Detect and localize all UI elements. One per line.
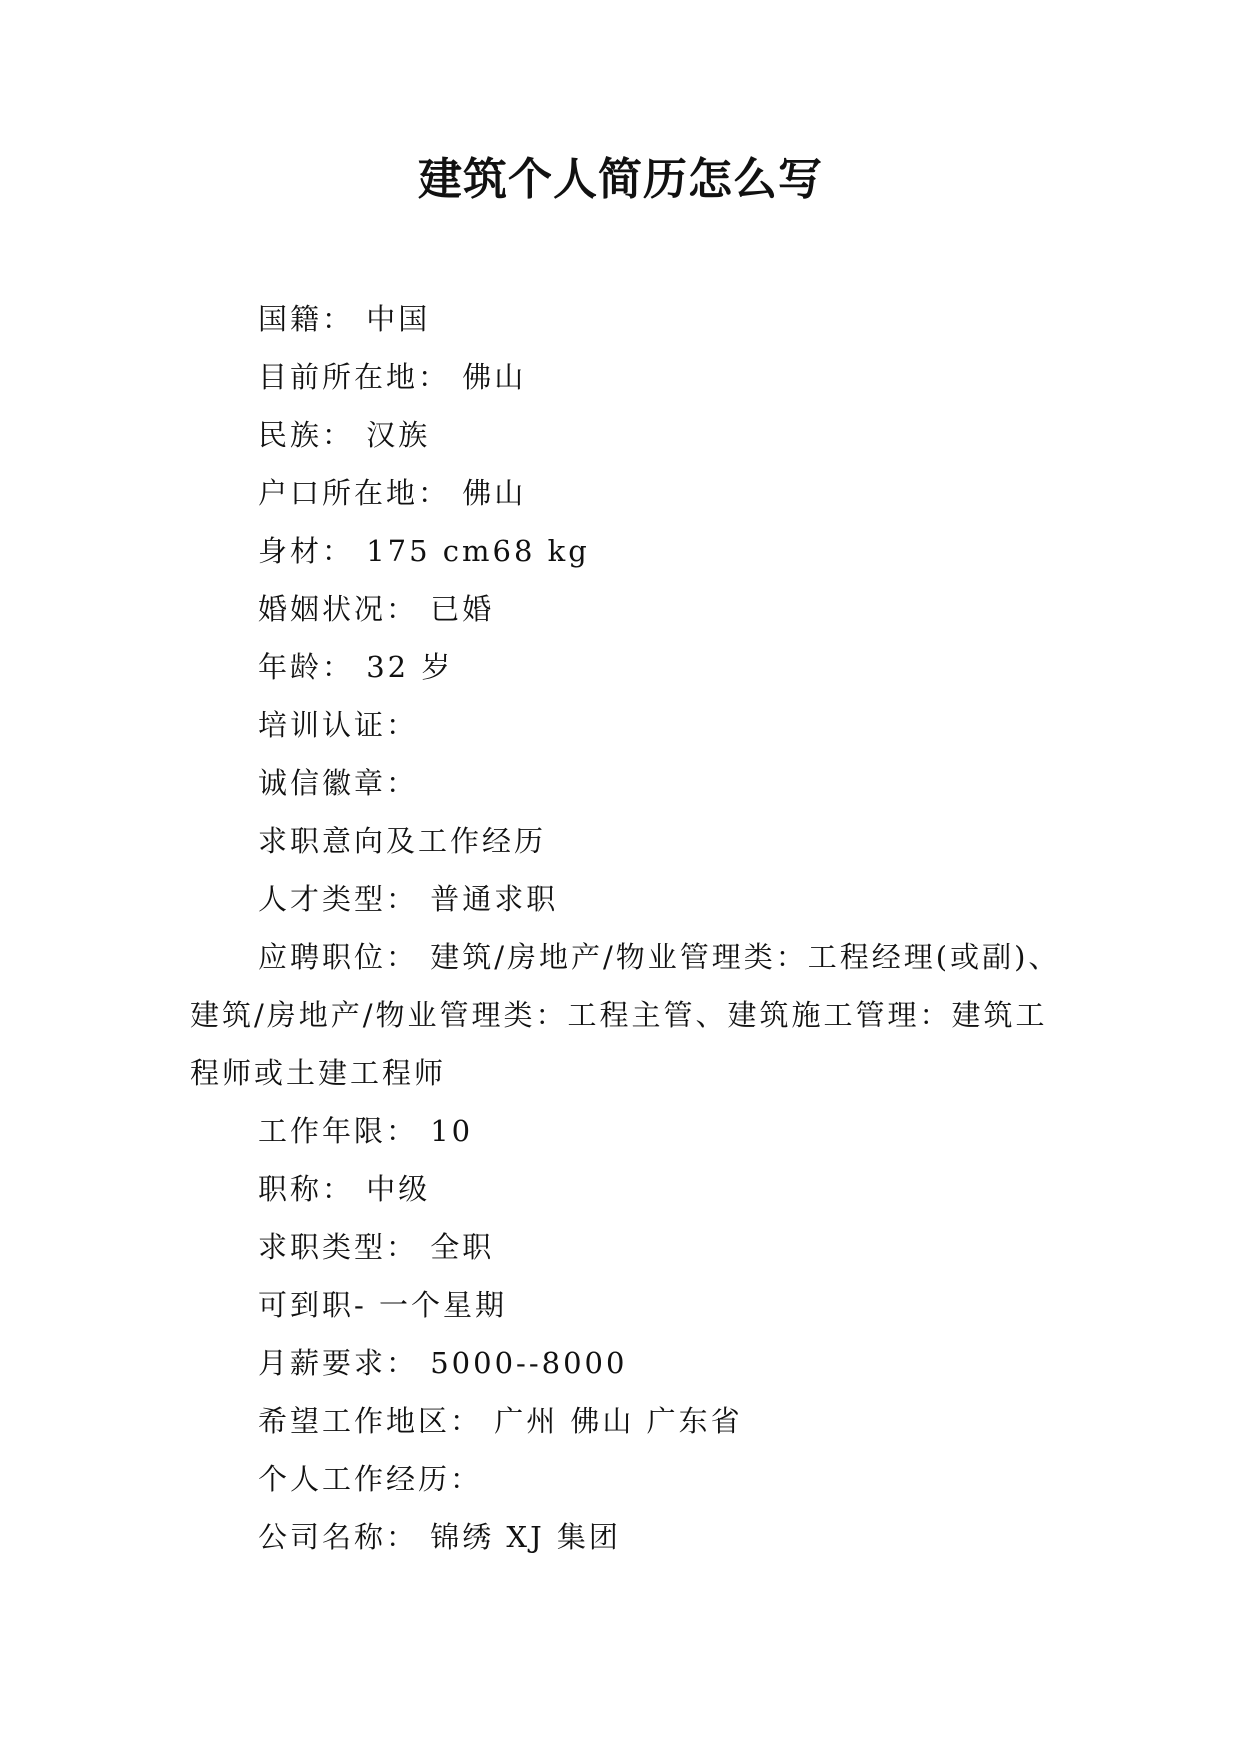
training-certification-line: 培训认证：: [258, 708, 419, 742]
work-years-line: 工作年限： 10: [258, 1114, 474, 1148]
professional-title-line: 职称： 中级: [258, 1172, 431, 1206]
job-intention-heading: 求职意向及工作经历: [258, 824, 547, 858]
desired-location-line: 希望工作地区： 广州 佛山 广东省: [258, 1404, 743, 1438]
applied-position-paragraph: 应聘职位： 建筑/房地产/物业管理类：工程经理(或副)、建筑/房地产/物业管理类：工程主管、建筑施工管理：建筑工程师或土建工程师: [190, 940, 1061, 1090]
resume-body: [190, 290, 1070, 1566]
marital-status-line: 婚姻状况： 已婚: [258, 592, 495, 626]
work-history-heading: 个人工作经历：: [258, 1462, 483, 1496]
company-name-line: 公司名称： 锦绣 XJ 集团: [258, 1520, 621, 1554]
availability-line: 可到职- 一个星期: [258, 1288, 508, 1322]
age-line: 年龄： 32 岁: [258, 650, 454, 684]
job-type-line: 求职类型： 全职: [258, 1230, 495, 1264]
salary-requirement-line: 月薪要求： 5000--8000: [258, 1346, 628, 1380]
household-registration-line: 户口所在地： 佛山: [258, 476, 527, 510]
talent-type-line: 人才类型： 普通求职: [258, 882, 559, 916]
current-location-line: 目前所在地： 佛山: [258, 360, 527, 394]
document-title: 建筑个人简历怎么写: [418, 154, 823, 205]
nationality-line: 国籍： 中国: [258, 302, 431, 336]
integrity-badge-line: 诚信徽章：: [258, 766, 419, 800]
height-weight-line: 身材： 175 cm68 kg: [258, 534, 590, 568]
ethnicity-line: 民族： 汉族: [258, 418, 431, 452]
